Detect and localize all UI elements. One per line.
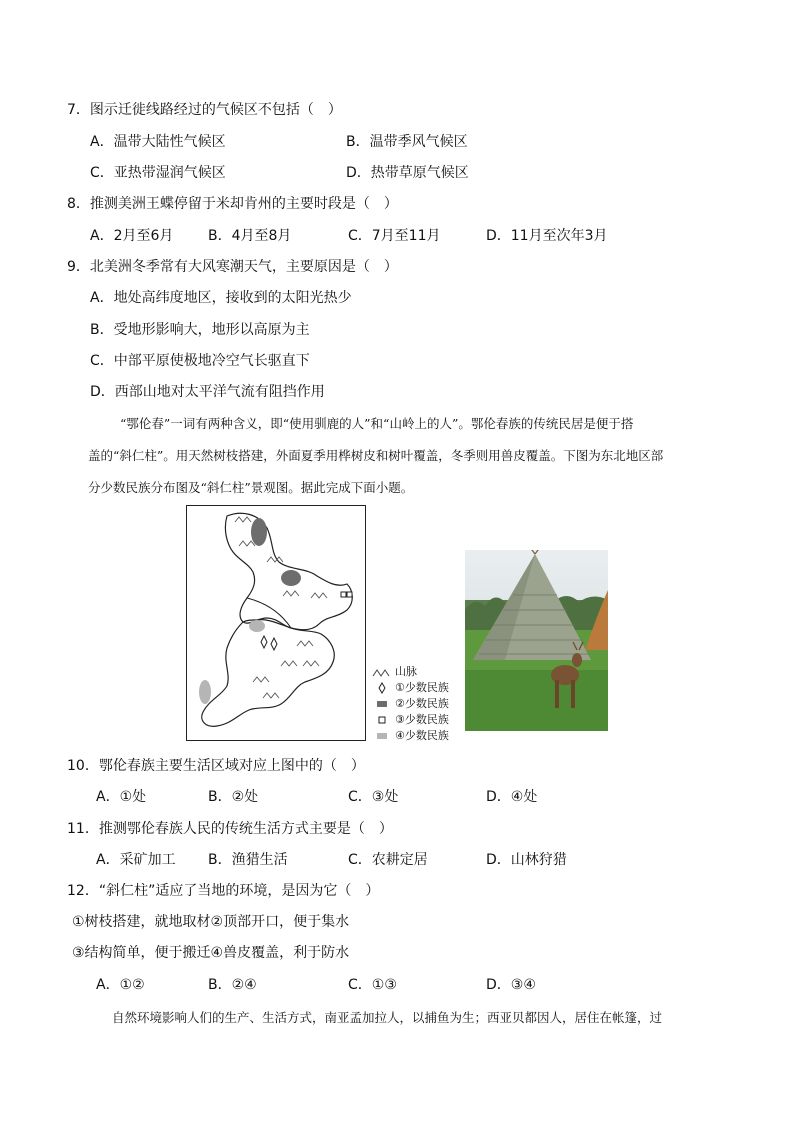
region-2-north [251, 518, 267, 546]
legend-ethnic-1 [372, 680, 449, 696]
mountain-icon [372, 666, 392, 678]
map-legend [372, 664, 449, 744]
option-a-text: A．地处高纬度地区，接收到的太阳光热少 [90, 290, 352, 306]
passage-line-2: 盖的“斜仁柱”。用天然树枝搭建，外面夏季用桦树皮和树叶覆盖，冬季则用兽皮覆盖。下图为东北地区部 [88, 448, 664, 463]
legend-ethnic-3 [372, 712, 449, 728]
question-11-stem: 11．推测鄂伦春族人民的传统生活方式主要是（ ） [67, 821, 393, 837]
region-3-marker [341, 592, 346, 597]
legend-label: 山脉 [395, 665, 417, 678]
region-2-south [281, 570, 301, 586]
option-b: B．②④ [208, 977, 257, 993]
dark-area-icon [372, 698, 392, 710]
option-b-text: B．受地形影响大，地形以高原为主 [90, 322, 310, 338]
option-c: C．7月至11月 [348, 228, 441, 244]
passage-oroqen [120, 408, 722, 440]
option-c: C．①③ [348, 977, 397, 993]
map-svg [187, 506, 365, 740]
question-12-statement-1: ①树枝搭建，就地取材②顶部开口，便于集水 [72, 914, 350, 930]
option-b: B．4月至8月 [208, 228, 292, 244]
option-b: B．②处 [208, 789, 259, 805]
option-b: B．温带季风气候区 [346, 134, 468, 150]
question-10-stem: 10．鄂伦春族主要生活区域对应上图中的（ ） [67, 758, 365, 774]
option-c-text: C．中部平原使极地冷空气长驱直下 [90, 353, 310, 369]
square-icon [372, 714, 392, 726]
question-7-stem: 7．图示迁徙线路经过的气候区不包括（ ） [67, 102, 342, 118]
option-a: A．①处 [96, 789, 147, 805]
option-c: C．③处 [348, 789, 399, 805]
light-area-icon [372, 730, 392, 742]
option-a: A．2月至6月 [90, 228, 174, 244]
passage-line-3: 分少数民族分布图及“斜仁柱”景观图。据此完成下面小题。 [88, 480, 414, 495]
xierenzhu-photo [465, 550, 608, 731]
legend-label: ③少数民族 [395, 713, 449, 726]
passage-oroqen-cont [88, 440, 722, 504]
option-c: C．亚热带湿润气候区 [90, 165, 226, 181]
legend-ethnic-4 [372, 728, 449, 744]
option-d: D．④处 [486, 789, 538, 805]
question-12-stem: 12．“斜仁柱”适应了当地的环境，是因为它（ ） [67, 883, 380, 899]
legend-mountain [372, 664, 449, 680]
question-8-stem: 8．推测美洲王蝶停留于米却肯州的主要时段是（ ） [67, 196, 398, 212]
option-a: A．采矿加工 [96, 852, 176, 868]
question-12-statement-2: ③结构简单，便于搬迁④兽皮覆盖，利于防水 [72, 945, 350, 961]
legend-label: ④少数民族 [395, 729, 449, 742]
legend-label: ②少数民族 [395, 697, 449, 710]
option-a: A．温带大陆性气候区 [90, 134, 226, 150]
region-1-marker [271, 638, 277, 650]
option-d: D．热带草原气候区 [346, 165, 469, 181]
region-4-east [249, 620, 265, 632]
region-3-marker [347, 592, 352, 597]
question-9-stem: 9．北美洲冬季常有大风寒潮天气，主要原因是（ ） [67, 259, 398, 275]
passage-line-1: “鄂伦春”一词有两种含义，即“使用驯鹿的人”和“山岭上的人”。鄂伦春族的传统民居是便于搭 [120, 416, 634, 431]
region-1-marker [261, 636, 267, 648]
diamond-icon [372, 682, 392, 694]
legend-label: ①少数民族 [395, 681, 449, 694]
passage-line: 自然环境影响人们的生产、生活方式，南亚孟加拉人，以捕鱼为生；西亚贝都因人，居住在帐篷，过 [112, 1010, 663, 1025]
xierenzhu-photo-svg [465, 550, 608, 731]
passage-environment [112, 1002, 724, 1034]
option-a: A．①② [96, 977, 145, 993]
mountain-symbols [235, 517, 327, 698]
option-d: D．11月至次年3月 [486, 228, 608, 244]
option-d-text: D．西部山地对太平洋气流有阻挡作用 [90, 384, 325, 400]
region-4-west [199, 680, 211, 704]
option-d: D．山林狩猎 [486, 852, 567, 868]
legend-ethnic-2 [372, 696, 449, 712]
province-outline-south [202, 620, 334, 727]
option-c: C．农耕定居 [348, 852, 428, 868]
option-b: B．渔猎生活 [208, 852, 288, 868]
option-d: D．③④ [486, 977, 536, 993]
northeast-ethnic-map [186, 505, 366, 741]
